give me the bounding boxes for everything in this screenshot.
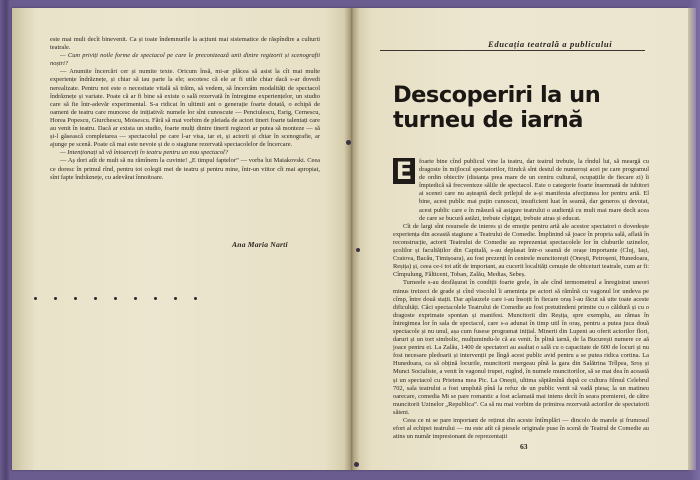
dot [154,297,157,300]
left-paragraph: — Anumite încercări cer și numite texte. Oricum însă, mi-ar plăcea să asist la cît mai multe experiențe îndrăznețe, și chiar să iau parte la ele; socotesc că ele ar fi utile chiar dacă s-ar dovedi nerealizate. Pentru noi este o necesitate vitală să trăim, să vedem, să încercăm modalități de spectacol îndrăznețe și variate. Poate că ar fi bine să existe o sală rezervată în întregime experiențelor, un studio care să fie într-adevăr experimental. S-a ridicat în ultimii ani o generație foarte dotată, o echipă de oameni de teatru care muncesc de inițiativă: numele lor sînt cunoscute — Penciulescu, Esrig, Cernescu, Horea Popescu, Giurchescu, Moisescu. Fără să mai vorbim de pleiada de actori tineri foarte talentați care au venit în teatru. Dacă ar exista un studio, foarte mulți dintre tinerii regizori ar putea să monteze — să și-l găsească completarea — spectacolul pe care l-ar visa, iar ei, și actorii și chiar în scenografie, ar ajunge pe scenă. Poate că mai este nevoie și de o stagiune rezervată spectacolelor de încercare. [50,68,320,149]
left-paragraph: este mai mult decît binevenit. Ca și toate îndemnurile la acțiuni mai sistematice de răspîndire a culturii teatrale. [50,36,320,52]
right-paragraph: Cît de largi sînt resursele de interes și de emoție pentru artă ale acestor spectatori o dovedește experiența din această stagiune a Teatrului de Comedie. Împlinind să joace în propria sală, aflată în reconstrucție, actorii Teatrului de Comedie au reprezentat spectacolele lor în cluburile uzinelor, școlilor și facultăților din Capitală, s-au deplasat într-o seamă de orașe importante (Cluj, Iași, Craiova, Bacău, Timișoara), au fost prezenți în centrele muncitorești (Onești, Petroșeni, Hunedoara, Reșița) și, ceea ce-i tot atît de important, au cucerit localități cenușie de obiceiuri teatrale, cum ar fi: Cîmpulung, Fălticeni, Toban, Zalău, Medias, Sebeș. [393,222,649,279]
left-article-text [50,36,320,236]
drop-cap: E [393,158,415,184]
article-title [393,83,648,133]
title-line: turneu de iarnă [393,107,583,133]
binding-stitch [354,462,359,467]
binding-stitch [346,140,351,145]
header-divider [380,50,645,51]
dot [134,297,137,300]
dot [194,297,197,300]
right-paragraph: Ceea ce ni se pare important de reținut din aceste întîmplări — dincolo de marele și frumosul efort al echipei teatrului — nu este atît că piesele originale puse în scenă de Teatrul de Comedie au atins un număr impresionant de reprezentații [393,417,649,440]
author-signature: Ana Maria Narti [232,240,288,249]
dot [54,297,57,300]
right-paragraph: foarte bine cînd publicul vine la teatru, dar teatrul trebuie, la rîndul lui, să meargă cu dragoste în mijlocul spectatorilor, fiindcă sînt destul de numeroși acei pe care programul de ordin obiectiv (distanța prea mare de un centru cultural, ocupațiile de fiecare zi) îi împiedică să frecventeze sălile de spectacol. Este o categorie foarte însemnată de iubitori ai scenei care nu așteaptă decît prilejul de a-și manifesta afecțiunea lor pentru artă. El bine, acest public mai puțin cunoscut, insuficient luat în seamă, dar generos și devotat, acest public care e în măsură să asigure teatrului o audiență cu mult mai mare decît acea de care se bucură astăzi, trebuie cîștigat, trebuie atras și educat. [419,158,649,222]
dot [94,297,97,300]
dot [34,297,37,300]
title-line: Descoperiri la un [393,82,601,108]
binding-stitch [356,248,360,252]
right-article-text [393,158,649,440]
left-page-edge [12,8,34,470]
book-gutter [344,8,360,470]
dot [74,297,77,300]
dot [174,297,177,300]
left-paragraph: — Aș dori atît de mult să nu rămînem la cuvinte! „E timpul faptelor” — vorba lui Maiakovski. Ceea ce doresc în primul rînd, pentru tot colegii mei de teatru și pentru mine, într-un viitor cît mai apropiat, sînt fapte îndrăznețe, cu adevărat înnoitoare. [50,157,320,181]
right-paragraph: Turneele s-au desfășurat în condiții foarte grele, în ale cînd termometrul a înregistrat uneori minus treizeci de grade și cînd viscolul îi amenința pe actori să rămînă cu vagonul lor undeva pe cîmp, între două stații. Dar aplauzele care i-au însoțit în fiecare oraș l-au făcut să uite toate aceste dificultăți. Căci spectacolele Teatrului de Comedie au fost pretutindeni primite cu o căldură și cu o dragoste exprimate spontan și manifest. Muncitorii din Reșița, spre exemplu, au rămas în întregimea lor în sala de spectacol, care s-a adunat în timp util în oraș, pentru a putea juca două spectacole și nu unul, așa cum fusese programat inițial. Minerii din Lupeni au oferit actorilor flori, daruri și un tort simbolic, mulțumindu-le că au venit. În plină iarnă, de la București numere ce aă joace pentru ei. La Zalău, 1400 de spectatori au asaltat o sală cu o capacitate de 600 de locuri și nu fost necesare pledoarii și intervenții pe lîngă acest public avid pentru a se putea ridica cortina. La Hunedoara, ca să obțină locurile, muncitorii mergeau pînă la gara din Salătrina Trîlpea, Sroș și Munci Socialiste, a venit în vagonul trupei, rugînd, în numele muncitorilor, să se mai dea în această și un spectacol cu Prietena mea Pic. La Onești, ultima săptămînă după ce cultura filmul Celebrul 702, sala teatrului a fost umplută pînă la refuz de un public venit să vadă piesa; la un matineu oarecare, comedia Mi se pare romantic a fost aclamată mai intens decît în seara premierei, de către muncitorii Uzinelor „Republica”. Ca să nu mai vorbim de primirea rezervată actorilor de spectatorii săteni. [393,279,649,416]
dot [114,297,117,300]
page-number: 63 [520,442,528,451]
right-page-edge [688,8,696,470]
left-paragraph: — Cum priviți noile forme de spectacol pe care le preconizează unii dintre regizorii și scenografii noștri? [50,52,320,68]
left-paragraph: — Intenționați să vă întoarceți în teatru pentru un nou spectacol? [60,149,229,157]
decorative-dots [34,297,197,300]
section-header: Educația teatrală a publicului [488,39,613,49]
